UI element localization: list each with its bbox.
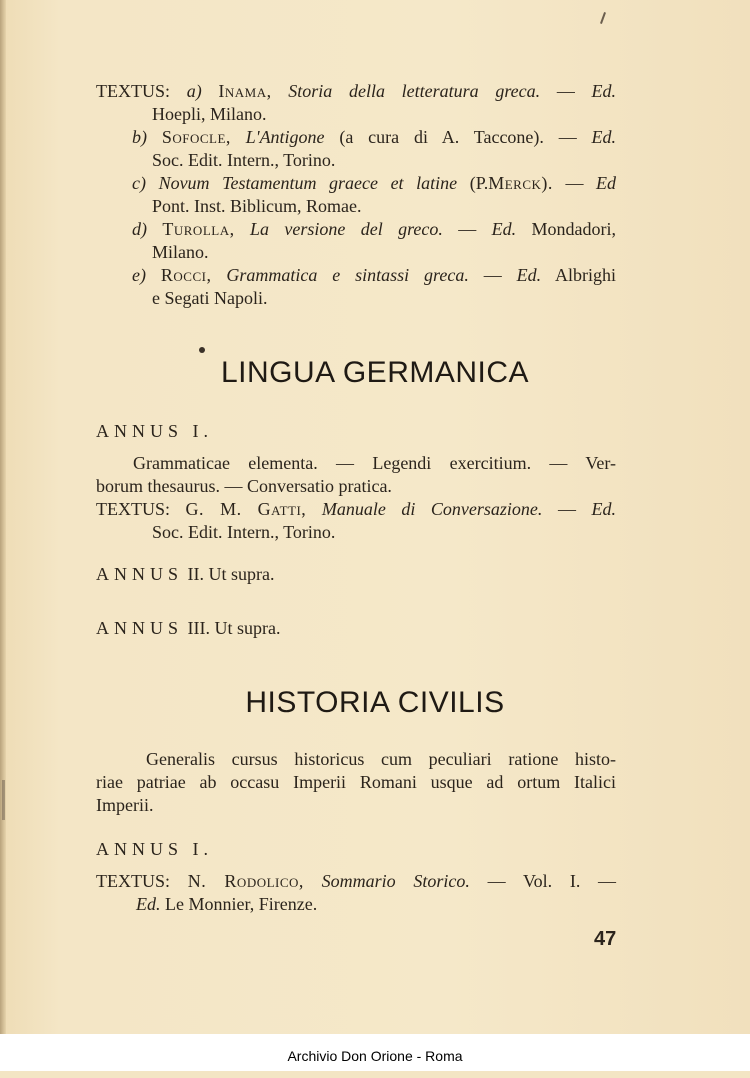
annus-2-line [96, 563, 616, 586]
lingua-germanica-body [96, 420, 616, 443]
editor-note: (P. [469, 173, 489, 193]
annus-2-text: II. Ut supra. [187, 564, 275, 584]
historia-desc [96, 748, 616, 817]
page-spine-shadow [0, 0, 6, 1071]
lingua-desc-line2: borum thesaurus. — Conversatio pratica. [96, 476, 392, 496]
textus-d-line2: Milano. [152, 242, 209, 262]
textus-d-line1 [96, 218, 616, 241]
author: Sofocle, [161, 127, 231, 147]
textus-a-line1 [96, 80, 616, 103]
ed-abbrev: Ed. [136, 894, 161, 914]
dash: — [556, 81, 575, 101]
author: G. M. Gatti, [185, 499, 307, 519]
editor-note: (a cura di A. Taccone). [339, 127, 544, 147]
dash: — [483, 265, 502, 285]
book-title: L'Antigone [245, 127, 325, 147]
book-title: La versione del greco. [249, 219, 443, 239]
volume-info: — Vol. I. — [487, 871, 617, 891]
ed-abbrev: Ed. [491, 219, 517, 239]
textus-c-line2: Pont. Inst. Biblicum, Romae. [152, 196, 362, 216]
textus-c-line1 [96, 172, 616, 195]
publisher: Le Monnier, Firenze. [165, 894, 318, 914]
textus-list-greek [96, 80, 616, 310]
dash: — [565, 173, 584, 193]
book-title: Sommario Storico. [321, 871, 470, 891]
author: Inama, [218, 81, 272, 101]
textus-label: TEXTUS: [96, 81, 170, 101]
author: Merck). [488, 173, 553, 193]
book-title: Storia della letteratura greca. [288, 81, 541, 101]
item-letter: a) [186, 81, 202, 101]
item-letter: d) [132, 219, 147, 239]
textus-b-line2: Soc. Edit. Intern., Torino. [152, 150, 336, 170]
scan-mark [2, 780, 5, 820]
item-letter: c) [132, 173, 146, 193]
lingua-textus-line1 [96, 498, 616, 521]
author: N. Rodolico, [187, 871, 304, 891]
annus-label: ANNUS [96, 618, 184, 638]
textus-e-line1 [96, 264, 616, 287]
historia-annus-1 [96, 838, 616, 861]
annus-label: ANNUS [96, 564, 184, 584]
dash: — [557, 499, 576, 519]
textus-e-line2: e Segati Napoli. [152, 288, 268, 308]
item-letter: b) [132, 127, 147, 147]
ed-abbrev: Ed. [591, 127, 617, 147]
dash: — [558, 127, 577, 147]
historia-textus [96, 870, 616, 916]
historia-desc-line3: Imperii. [96, 795, 154, 815]
author: Turolla, [162, 219, 235, 239]
textus-label: TEXTUS: [96, 499, 170, 519]
item-letter: e) [132, 265, 146, 285]
publisher: Albrighi [555, 265, 617, 285]
ink-dot [199, 347, 205, 353]
annus-1-heading: ANNUS I. [96, 839, 214, 859]
ed-abbrev: Ed. [591, 499, 616, 519]
ed-abbrev: Ed [596, 173, 617, 193]
textus-b-line1 [96, 126, 616, 149]
lingua-desc [96, 452, 616, 544]
textus-label: TEXTUS: [96, 871, 170, 891]
page-number: 47 [594, 928, 617, 950]
historia-textus-line1 [96, 870, 616, 893]
annus-3-line [96, 617, 616, 640]
lingua-desc-line1: Grammaticae elementa. — Legendi exercitium. — Ver- [133, 453, 616, 473]
book-title: Manuale di Conversazione. [321, 499, 543, 519]
publisher: Mondadori, [531, 219, 617, 239]
annus-3-text: III. Ut supra. [187, 618, 281, 638]
section-heading-lingua-germanica: LINGUA GERMANICA [220, 356, 530, 389]
annus-1-heading: ANNUS I. [96, 421, 214, 441]
dash: — [458, 219, 477, 239]
book-title: Novum Testamentum graece et latine [158, 173, 458, 193]
historia-desc-line1: Generalis cursus historicus cum peculiari ratione histo- [146, 749, 616, 769]
historia-desc-line2: riae patriae ab occasu Imperii Romani usque ad ortum Italici [96, 772, 616, 792]
ed-abbrev: Ed. [516, 265, 542, 285]
ed-abbrev: Ed. [591, 81, 617, 101]
author: Rocci, [160, 265, 212, 285]
textus-a-line2: Hoepli, Milano. [152, 104, 267, 124]
lingua-textus-line2: Soc. Edit. Intern., Torino. [152, 522, 336, 542]
section-heading-historia-civilis: HISTORIA CIVILIS [245, 686, 505, 719]
book-title: Grammatica e sintassi greca. [226, 265, 469, 285]
archive-footer: Archivio Don Orione - Roma [0, 1034, 750, 1071]
